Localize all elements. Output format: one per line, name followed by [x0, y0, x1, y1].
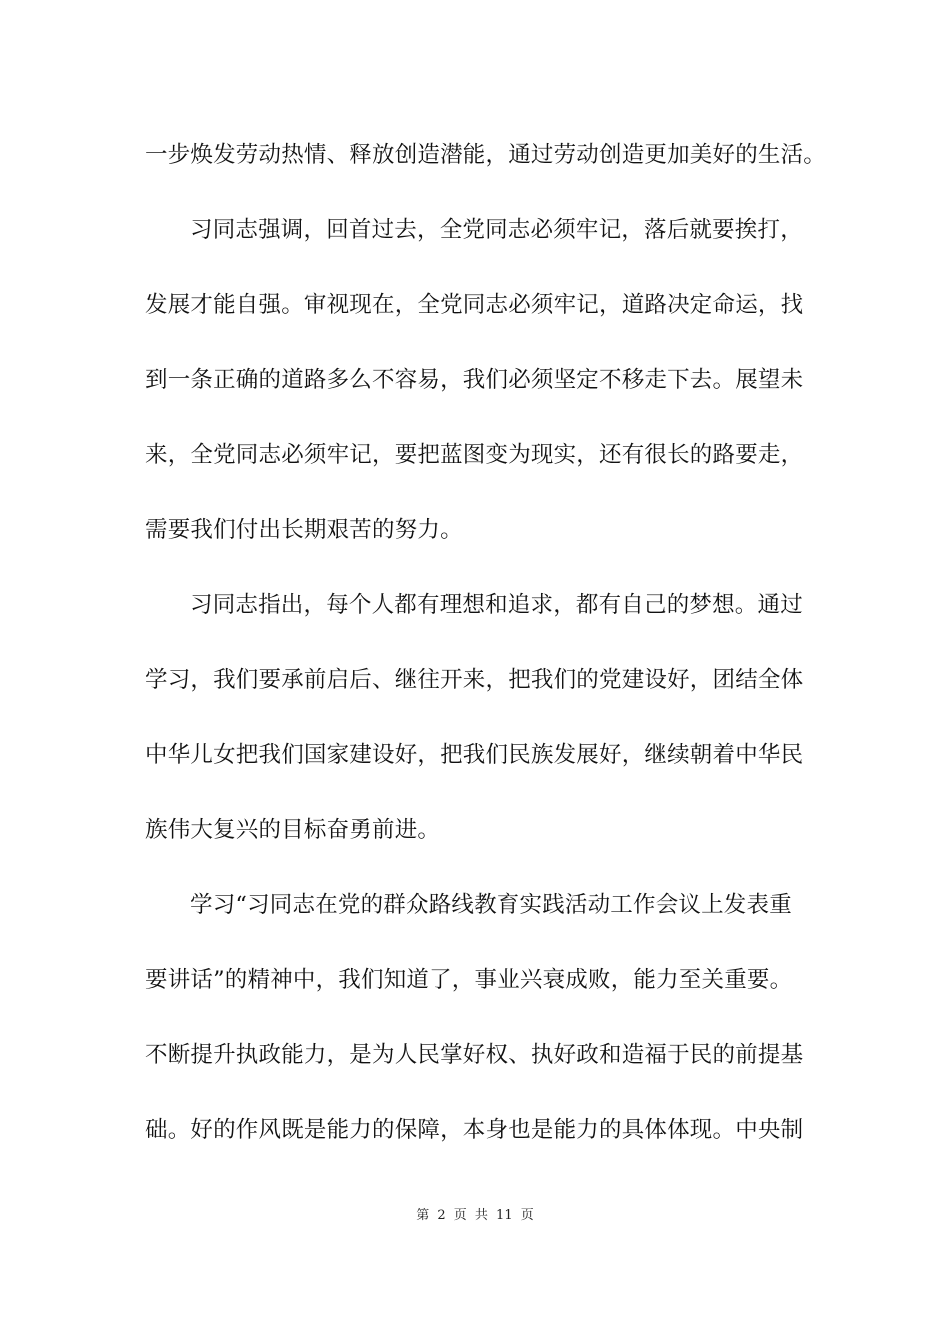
body-line: 学习，我们要承前启后、继往开来，把我们的党建设好，团结全体	[145, 667, 804, 693]
page-number-footer: 第 2 页 共 11 页	[416, 1208, 534, 1223]
paragraph-first-line: 习同志指出，每个人都有理想和追求，都有自己的梦想。通过	[190, 592, 803, 618]
body-line: 发展才能自强。审视现在，全党同志必须牢记，道路决定命运，找	[145, 292, 804, 318]
body-line: 不断提升执政能力，是为人民掌好权、执好政和造福于民的前提基	[145, 1042, 804, 1068]
body-line: 族伟大复兴的目标奋勇前进。	[145, 817, 441, 843]
paragraph-first-line: 习同志强调，回首过去，全党同志必须牢记，落后就要挨打，	[190, 217, 803, 243]
body-line: 础。好的作风既是能力的保障，本身也是能力的具体体现。中央制	[145, 1117, 804, 1143]
body-line: 到一条正确的道路多么不容易，我们必须坚定不移走下去。展望未	[145, 367, 804, 393]
body-line: 需要我们付出长期艰苦的努力。	[145, 517, 463, 543]
body-line: 中华儿女把我们国家建设好，把我们民族发展好，继续朝着中华民	[145, 742, 804, 768]
body-line: 来，全党同志必须牢记，要把蓝图变为现实，还有很长的路要走，	[145, 442, 804, 468]
body-line: 要讲话”的精神中，我们知道了，事业兴衰成败，能力至关重要。	[145, 967, 793, 993]
paragraph-first-line: 学习“习同志在党的群众路线教育实践活动工作会议上发表重	[190, 892, 792, 918]
body-line: 一步焕发劳动热情、释放创造潜能，通过劳动创造更加美好的生活。	[145, 142, 827, 168]
